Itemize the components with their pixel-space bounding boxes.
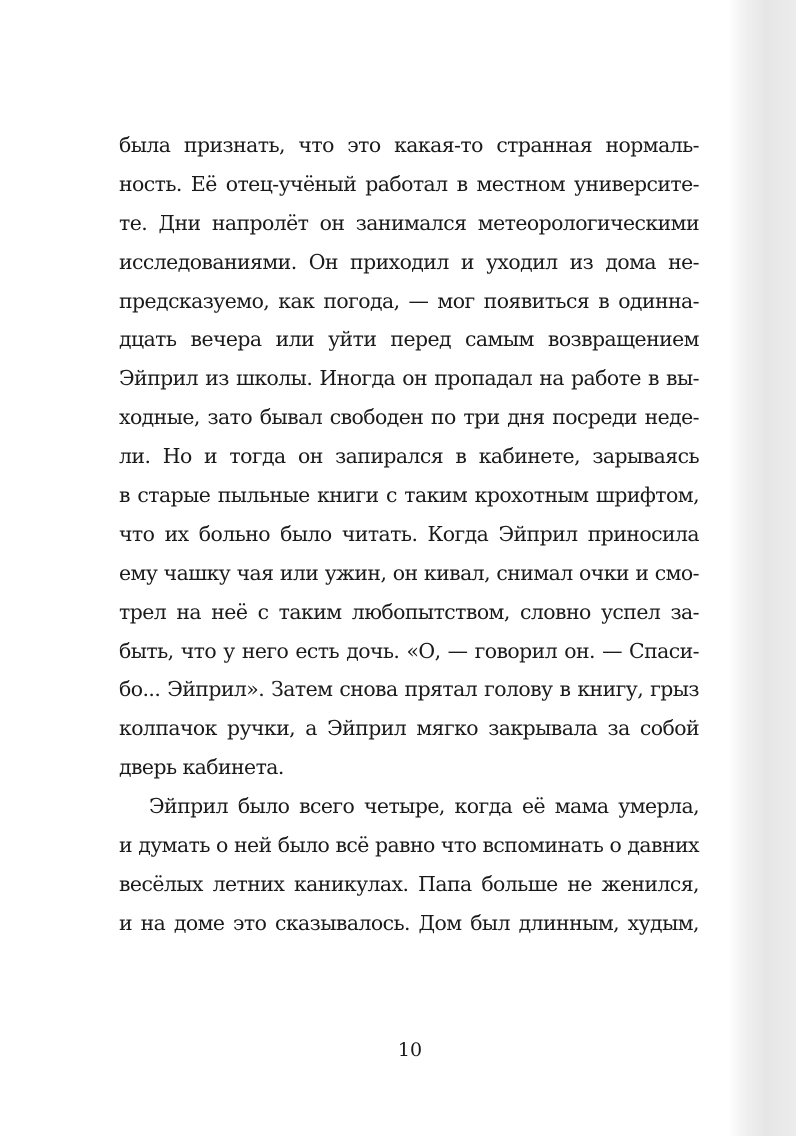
text-line: исследованиями. Он приходил и уходил из дома не- [119, 249, 699, 274]
text-line: Эйприл из школы. Иногда он пропадал на работе в вы- [119, 366, 699, 391]
text-line: быть, что у него есть дочь. «О, — говорил он. — Спаси- [119, 638, 699, 663]
text-line: ему чашку чая или ужин, он кивал, снимал очки и смо- [119, 560, 699, 585]
text-line: предсказуемо, как погода, — мог появиться в одинна- [119, 288, 699, 313]
text-line: дверь кабинета. [119, 755, 284, 780]
text-line: в старые пыльные книги с таким крохотным шрифтом, [119, 483, 699, 508]
text-line: дцать вечера или уйти перед самым возвращением [119, 327, 699, 352]
body-text [119, 126, 699, 943]
text-line: колпачок ручки, а Эйприл мягко закрывала за собой [119, 716, 699, 741]
text-line: и на доме это сказывалось. Дом был длинным, худым, [119, 910, 699, 935]
text-line: весёлых летних каникулах. Папа больше не женился, [119, 871, 699, 896]
text-line: была признать, что это какая-то странная нормаль- [119, 133, 699, 157]
text-line: бо... Эйприл». Затем снова прятал голову в книгу, грыз [119, 677, 699, 702]
text-line: Эйприл было всего четыре, когда её мама умерла, [149, 794, 699, 819]
text-line: ходные, зато бывал свободен по три дня посреди неде- [119, 405, 699, 430]
text-line: ность. Её отец-учёный работал в местном университе- [119, 171, 699, 196]
text-line: что их больно было читать. Когда Эйприл приносила [119, 521, 699, 546]
text-line: ли. Но и тогда он запирался в кабинете, зарываясь [119, 444, 699, 469]
text-line: и думать о ней было всё равно что вспоминать о давних [119, 833, 699, 858]
text-line: трел на неё с таким любопытством, словно успел за- [119, 599, 699, 624]
page-number: 10 [397, 1039, 423, 1061]
text-line: те. Дни напролёт он занимался метеорологическими [119, 210, 699, 235]
